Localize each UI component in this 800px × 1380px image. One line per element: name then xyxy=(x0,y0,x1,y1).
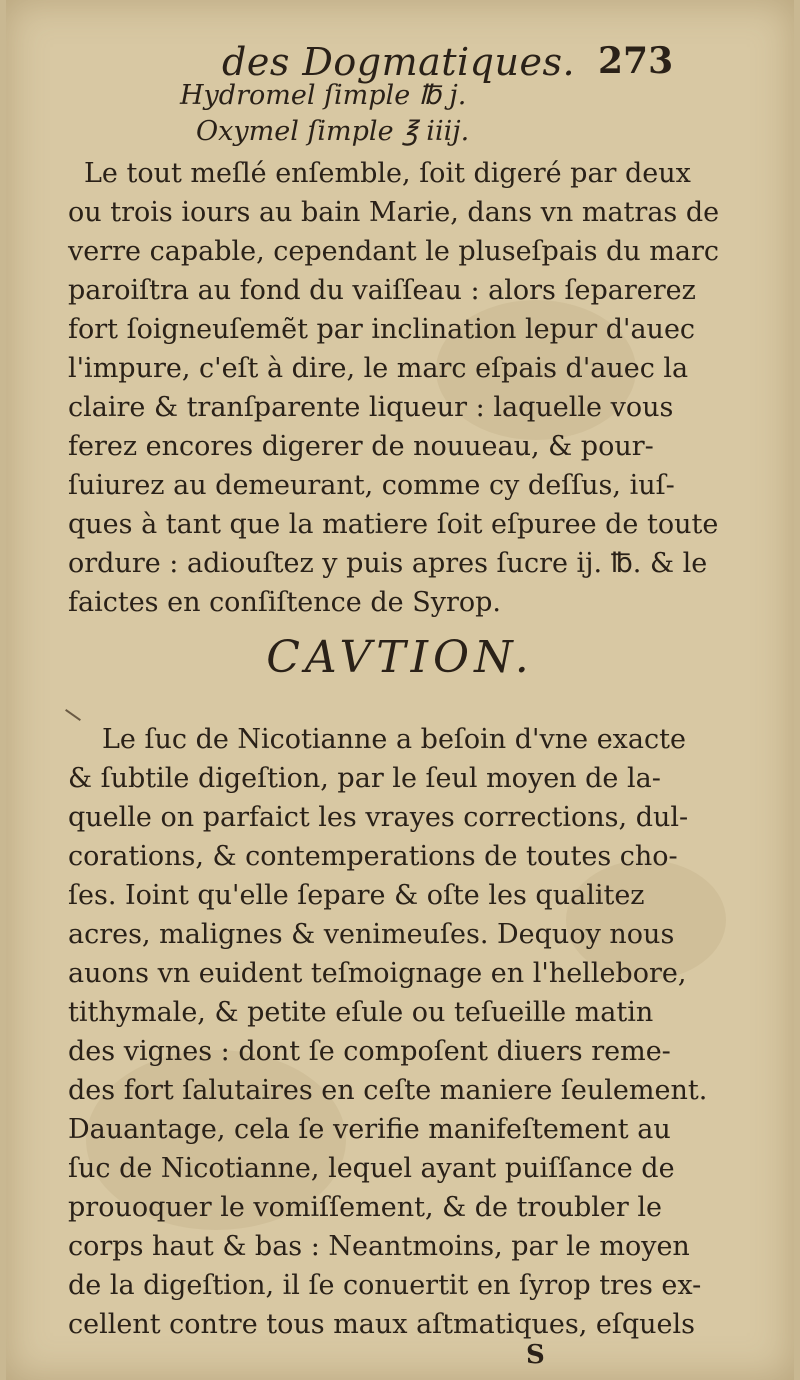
text-line: cellent contre tous maux aſtmatiques, eſquels xyxy=(68,1309,695,1340)
text-line: tithymale, & petite eſule ou teſueille matin xyxy=(68,997,654,1028)
text-line: auons vn euident teſmoignage en l'hellebore, xyxy=(68,958,687,989)
recipe-line: Hydromel ſimple ℔ j. xyxy=(180,80,467,111)
text-line: Dauantage, cela ſe verifie manifeſtement au xyxy=(68,1114,671,1145)
text-line: corps haut & bas : Neantmoins, par le moyen xyxy=(68,1231,690,1262)
section-title: CAVTION. xyxy=(266,632,534,683)
text-line: paroiſtra au fond du vaiſſeau : alors ſeparerez xyxy=(68,275,696,306)
text-line: ou trois iours au bain Marie, dans vn matras de xyxy=(68,197,720,228)
text-line: ordure : adiouſtez y puis apres ſucre ij. ℔. & le xyxy=(68,548,708,579)
book-page xyxy=(6,0,794,1380)
text-line: des vignes : dont ſe compoſent diuers reme- xyxy=(68,1036,671,1067)
text-line: acres, malignes & venimeuſes. Dequoy nous xyxy=(68,919,675,950)
text-line: faictes en conſiſtence de Syrop. xyxy=(68,587,501,618)
text-line: de la digeſtion, il ſe conuertit en ſyrop tres ex- xyxy=(68,1270,702,1301)
text-line: claire & tranſparente liqueur : laquelle vous xyxy=(68,392,674,423)
text-line: & ſubtile digeſtion, par le ſeul moyen de la- xyxy=(68,763,661,794)
text-line: ſes. Ioint qu'elle ſepare & oſte les qualitez xyxy=(68,880,645,911)
margin-mark xyxy=(65,709,81,721)
text-line: des fort ſalutaires en ceſte maniere ſeulement. xyxy=(68,1075,708,1106)
text-line: corations, & contemperations de toutes cho- xyxy=(68,841,678,872)
text-line: ſuc de Nicotianne, lequel ayant puiſſance de xyxy=(68,1153,675,1184)
text-line: verre capable, cependant le pluseſpais du marc xyxy=(68,236,719,267)
text-line: fort ſoigneuſemẽt par inclination lepur d'auec xyxy=(68,314,696,345)
text-line: Le ſuc de Nicotianne a beſoin d'vne exacte xyxy=(102,724,686,755)
text-line: ſuiurez au demeurant, comme cy deſſus, iuſ- xyxy=(68,470,675,501)
text-line: ferez encores digerer de nouueau, & pour- xyxy=(68,431,654,462)
text-line: l'impure, c'eſt à dire, le marc eſpais d'auec la xyxy=(68,353,689,384)
signature-mark: S xyxy=(526,1340,545,1370)
text-line: Le tout meſlé enſemble, ſoit digeré par deux xyxy=(84,158,691,189)
text-line: quelle on parfaict les vrayes corrections, dul- xyxy=(68,802,689,833)
text-line: prouoquer le vomiſſement, & de troubler le xyxy=(68,1192,662,1223)
running-head: des Dogmatiques. xyxy=(222,40,576,84)
recipe-line: Oxymel ſimple ℥ iiij. xyxy=(196,116,470,147)
text-line: ques à tant que la matiere ſoit eſpuree de toute xyxy=(68,509,719,540)
page-number: 273 xyxy=(598,40,674,82)
